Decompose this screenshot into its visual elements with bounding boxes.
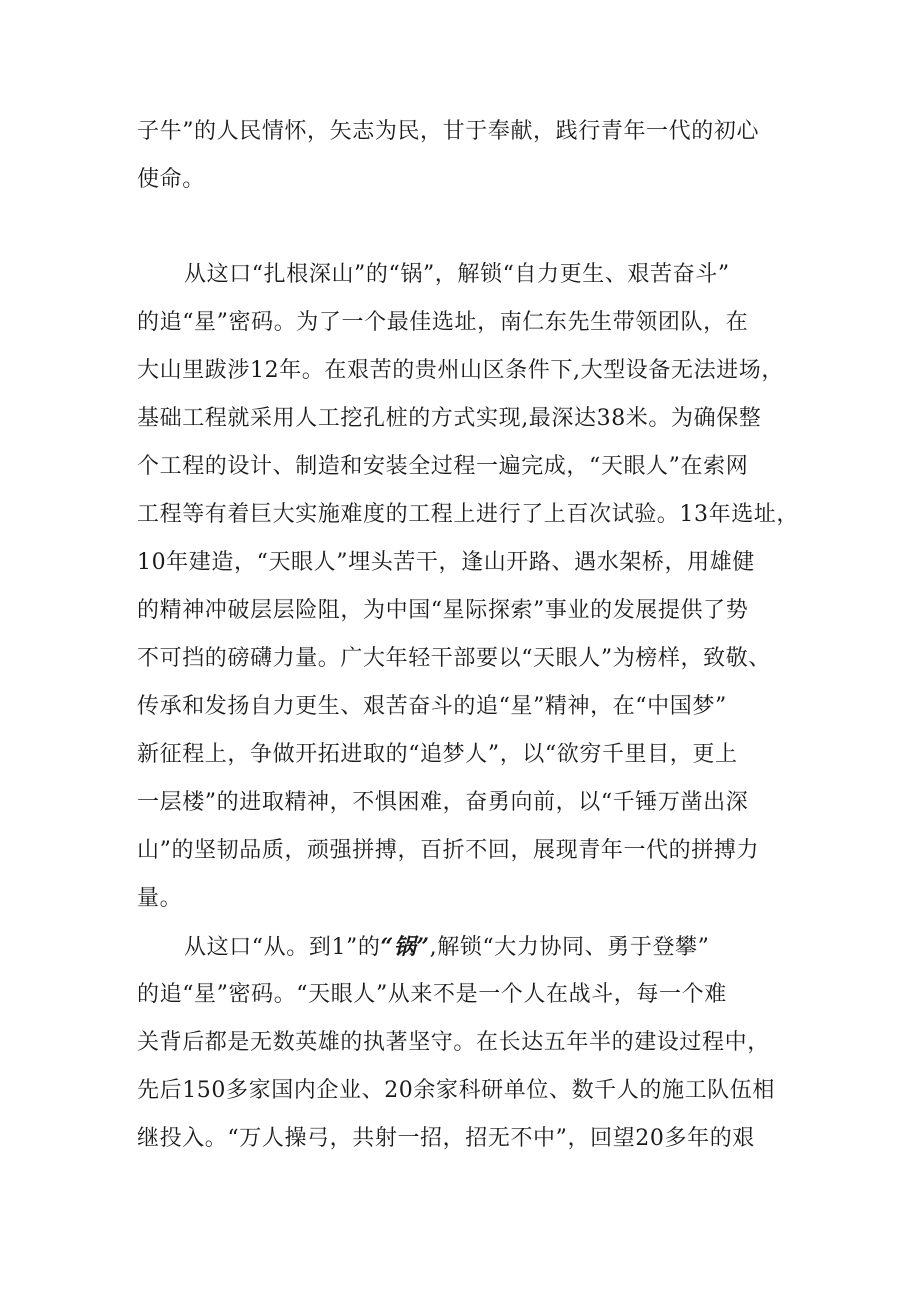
paragraph-line: 的精神冲破层层险阻，为中国“星际探索”事业的发展提供了势 [137, 598, 749, 623]
paragraph-line: 新征程上，争做开拓进取的“追梦人”，以“欲穷千里目，更上 [137, 742, 738, 767]
paragraph-line: 传承和发扬自力更生、艰苦奋斗的追“星”精神，在“中国梦” [137, 694, 727, 719]
paragraph-line [184, 932, 844, 963]
emphasis-text: “锅” [380, 934, 430, 960]
paragraph-line: 个工程的设计、制造和安装全过程一遍完成，“天眼人”在索网 [137, 454, 749, 479]
paragraph-line: 大山里跋涉12年。在艰苦的贵州山区条件下,大型设备无法进场， [137, 358, 784, 383]
line-suffix: ,解锁“大力协同、勇于登攀” [429, 935, 710, 960]
paragraph-line: 从这口“扎根深山”的“锅”，解锁“自力更生、艰苦奋斗” [184, 262, 730, 287]
paragraph-line: 一层楼”的进取精神，不惧困难，奋勇向前，以“千锤万凿出深 [137, 790, 749, 815]
paragraph-line: 继投入。“万人操弓，共射一招，招无不中”，回望20多年的艰 [137, 1126, 755, 1151]
paragraph-line: 量。 [137, 886, 183, 911]
paragraph-line: 10年建造，“天眼人”埋头苦干，逢山开路、遇水架桥，用雄健 [137, 550, 755, 575]
paragraph-line: 的追“星”密码。为了一个最佳选址，南仁东先生带领团队，在 [137, 310, 749, 335]
paragraph-line: 工程等有着巨大实施难度的工程上进行了上百次试验。13年选址， [137, 502, 799, 527]
line-prefix: 从这口“从。到1”的 [184, 935, 381, 960]
paragraph-line: 的追“星”密码。“天眼人”从来不是一个人在战斗，每一个难 [137, 982, 727, 1007]
paragraph-line: 先后150多家国内企业、20余家科研单位、数千人的施工队伍相 [137, 1078, 775, 1103]
paragraph-line: 山”的坚韧品质，顽强拼搏，百折不回，展现青年一代的拼搏力 [137, 838, 760, 863]
paragraph-line: 基础工程就采用人工挖孔桩的方式实现,最深达38米。为确保整 [137, 406, 762, 431]
paragraph-line: 关背后都是无数英雄的执著坚守。在长达五年半的建设过程中， [137, 1030, 770, 1055]
paragraph-line: 子牛”的人民情怀，矢志为民，甘于奉献，践行青年一代的初心 [137, 119, 760, 144]
paragraph-line: 不可挡的磅礴力量。广大年轻干部要以“天眼人”为榜样，致敬、 [137, 646, 771, 671]
paragraph-line: 使命。 [137, 167, 205, 192]
